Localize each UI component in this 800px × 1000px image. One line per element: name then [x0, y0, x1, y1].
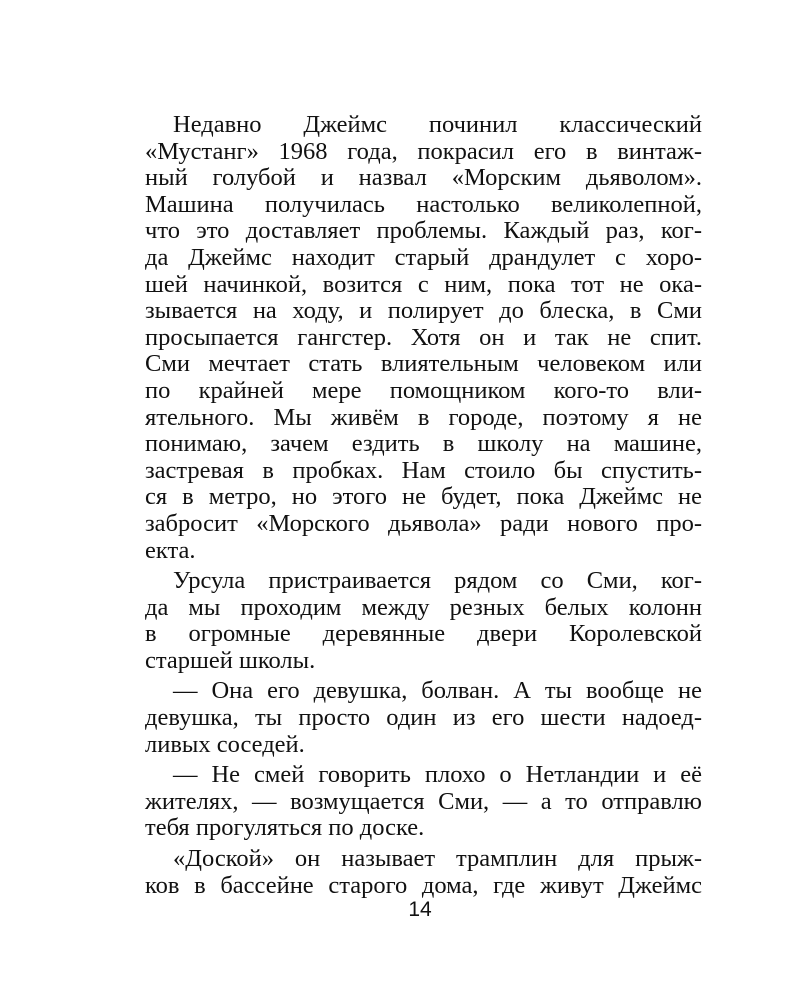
text-line: Недавно Джеймс починил классический — [173, 111, 702, 138]
text-line: да мы проходим между резных белых колонн — [145, 593, 702, 621]
text-line: «Мустанг» 1968 года, покрасил его в винтаж- — [145, 137, 702, 165]
text-line: зывается на ходу, и полирует до блеска, в Сми — [145, 297, 702, 325]
text-line: девушка, ты просто один из его шести надоед- — [145, 704, 702, 732]
text-line: забросит «Морского дьявола» ради нового про- — [145, 509, 702, 537]
text-line: Сми мечтает стать влиятельным человеком или — [145, 350, 702, 378]
text-line: просыпается гангстер. Хотя он и так не спит. — [145, 323, 702, 351]
text-line: по крайней мере помощником кого-то вли- — [145, 376, 702, 404]
text-line: что это доставляет проблемы. Каждый раз, ког- — [145, 217, 702, 245]
text-line: ятельного. Мы живём в городе, поэтому я не — [145, 403, 702, 431]
text-line: застревая в пробках. Нам стоило бы спустить- — [145, 456, 702, 484]
text-line: ков в бассейне старого дома, где живут Джеймс — [145, 871, 702, 899]
text-line: шей начинкой, возится с ним, пока тот не ока- — [145, 270, 702, 298]
text-line: да Джеймс находит старый драндулет с хоро- — [145, 243, 702, 271]
text-line: — Она его девушка, болван. А ты вообще не — [173, 677, 702, 705]
text-line: Урсула пристраивается рядом со Сми, ког- — [173, 567, 702, 595]
text-line: ся в метро, но этого не будет, пока Джеймс не — [145, 483, 702, 511]
paragraph-5 — [145, 846, 702, 899]
paragraph-2 — [145, 568, 702, 674]
page-number: 14 — [408, 898, 432, 921]
text-line: екта. — [145, 536, 196, 564]
text-line: ный голубой и назвал «Морским дьяволом». — [145, 164, 702, 192]
paragraph-3 — [145, 678, 702, 758]
paragraph-4 — [145, 762, 702, 842]
text-line: понимаю, зачем ездить в школу на машине, — [145, 430, 702, 458]
text-line: Машина получилась настолько великолепной, — [145, 190, 702, 218]
paragraph-1 — [145, 112, 702, 564]
text-line: жителях, — возмущается Сми, — а то отправлю — [145, 787, 702, 815]
text-line: — Не смей говорить плохо о Нетландии и её — [173, 761, 702, 789]
text-line: ливых соседей. — [145, 730, 305, 758]
text-line: тебя прогуляться по доске. — [145, 814, 425, 842]
text-line: старшей школы. — [145, 646, 316, 674]
text-line: в огромные деревянные двери Королевской — [145, 620, 702, 648]
text-line: «Доской» он называет трамплин для прыж- — [173, 845, 702, 873]
page-text — [145, 112, 702, 899]
